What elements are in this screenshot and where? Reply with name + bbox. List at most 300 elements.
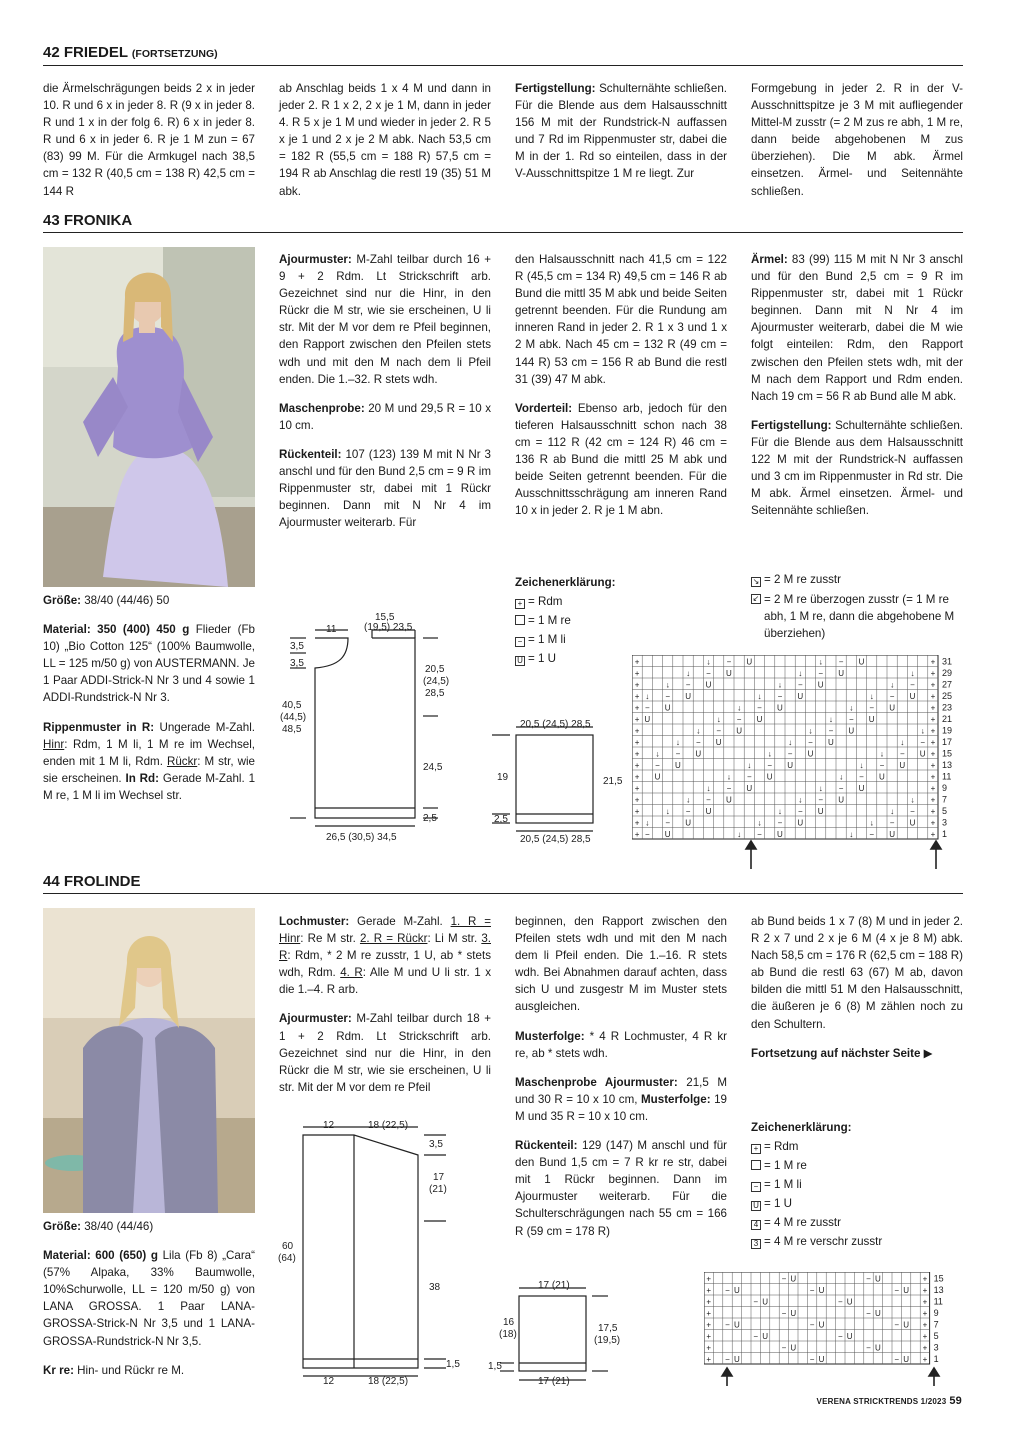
s43-legend-1: = Rdm <box>528 595 563 608</box>
section-43-title: 43 FRONIKA <box>43 212 133 229</box>
chart-symbol: ↓ <box>706 657 711 667</box>
chart-symbol: U <box>685 818 691 828</box>
chart-symbol: ↓ <box>890 680 895 690</box>
chart-symbol: ↓ <box>777 806 782 816</box>
chart-symbol: − <box>685 680 691 690</box>
rdm-symbol-icon: + <box>751 1144 761 1154</box>
s44-mprobe: 21,5 M und 30 R = 10 x 10 cm, <box>515 1075 727 1106</box>
chart-symbol: U <box>726 668 732 678</box>
s43-ruecken-label: Rückenteil: <box>279 447 342 461</box>
section-42-title: 42 FRIEDEL <box>43 44 128 61</box>
chart-symbol: − <box>781 1343 787 1353</box>
s44-schulter: ab Bund beids 1 x 7 (8) M und in jeder 2. R 2 x 7 und 2 x je 6 M (4 x je 8 M) abk. Nach 58,5 cm = 176 R (62,5 cm = 188 R) ab Bund die restl 63 (67) M ab, davon bilden die mittl 51 M den Halsausschnitt, die äußeren je 6 (8) M zählen noch zu den Schultern. <box>751 915 964 1031</box>
chart-symbol: U <box>889 829 895 839</box>
s43-rippen-label: Rippenmuster in R: <box>43 720 155 734</box>
chart-symbol: − <box>838 657 844 667</box>
section-44-title: 44 FROLINDE <box>43 873 141 890</box>
chart-symbol: − <box>665 691 671 701</box>
page-footer <box>817 1393 962 1410</box>
s44-d2-r1: 17,5 <box>598 1323 618 1334</box>
s44-d2-l3: 1,5 <box>488 1361 502 1372</box>
chart-symbol: ↓ <box>849 829 854 839</box>
chart-symbol: + <box>922 1320 928 1330</box>
s43-d2-top: 20,5 (24,5) 28,5 <box>520 719 591 730</box>
chart-symbol: − <box>866 1308 871 1318</box>
chart-symbol: − <box>757 829 762 839</box>
chart-symbol: − <box>894 1320 900 1330</box>
chart-symbol: U <box>818 1354 825 1364</box>
s42-fertig-text: Schulternähte schließen. Für die Blende aus dem Halsausschnitt 156 M mit der Rundstrick-N auffassen und 7 Rd im Rippenmuster str, dabei die M in der 1. Rd so einteilen, dass in der V-Ausschnittspitze 1 M re liegt. Zur <box>515 82 727 181</box>
chart-symbol: − <box>797 806 803 816</box>
chart-row-number: 3 <box>942 817 948 828</box>
s44-d2-bottom: 17 (21) <box>538 1376 570 1387</box>
chart-row-number: 11 <box>942 771 952 782</box>
s43-d1-top: 15,5 <box>375 612 395 623</box>
chart-symbol: − <box>695 737 701 747</box>
chart-symbol: ↓ <box>716 714 721 724</box>
purl-symbol-icon: − <box>515 637 525 647</box>
photo-fronika <box>43 247 255 587</box>
chart-symbol: + <box>922 1285 928 1295</box>
photo-frolinde <box>43 908 255 1213</box>
chart-symbol: ↓ <box>828 714 833 724</box>
chart-row-number: 31 <box>942 656 953 667</box>
s43-size-label: Größe: <box>43 594 82 607</box>
s42-text-2: ab Anschlag beids 1 x 4 M und dann in jeder 2. R 1 x 2, 2 x je 1 M, dann in jeder 4. R 5 x je 1 M und wieder in jeder 2. R 5 x je 1 und 2 x je 2 M abk. Nach 53,5 cm = 182 R (55,5 cm = 188 R) 57,5 cm = 194 R ab Anschlag die restl 19 (35) 51 M abk. <box>279 82 491 198</box>
chart-row-number: 5 <box>933 1331 939 1341</box>
chart-symbol: U <box>746 783 753 793</box>
chart-symbol: U <box>818 1285 825 1295</box>
s43-inrd-label: In Rd: <box>125 771 159 785</box>
chart-symbol: + <box>930 795 936 805</box>
chart-symbol: U <box>875 1274 881 1284</box>
s43-d1-bottom: 26,5 (30,5) 34,5 <box>326 832 397 843</box>
chart-symbol: + <box>706 1285 712 1295</box>
chart-symbol: − <box>920 737 926 747</box>
s44-loch-4: : Rdm, * 2 M re zusstr, 1 U, ab * stets wdh, Rdm. <box>279 949 491 980</box>
chart-symbol: + <box>706 1320 712 1330</box>
chart-row-number: 21 <box>942 714 953 724</box>
chart-symbol: + <box>930 737 936 747</box>
chart-symbol: ↓ <box>686 795 691 805</box>
chart-symbol: ↓ <box>655 749 660 759</box>
chart-symbol: + <box>634 760 640 770</box>
chart-symbol: ↓ <box>798 795 803 805</box>
chart-symbol: − <box>644 829 650 839</box>
chart-symbol: + <box>706 1274 712 1284</box>
chart-symbol: + <box>634 749 640 759</box>
chart-symbol: − <box>894 1285 900 1295</box>
chart-symbol: ↓ <box>777 680 782 690</box>
chart-symbol: − <box>787 749 793 759</box>
chart-symbol: − <box>809 1354 815 1364</box>
s43-col3 <box>515 251 727 531</box>
s44-legend <box>751 1118 963 1251</box>
section-42-subtitle: (FORTSETZUNG) <box>131 48 218 60</box>
chart-symbol: U <box>644 714 651 724</box>
chart-symbol: U <box>797 691 804 701</box>
chart-symbol: U <box>838 668 844 678</box>
s44-d1-bund: 1,5 <box>446 1359 460 1370</box>
chart-symbol: − <box>869 703 875 713</box>
chart-symbol: − <box>757 703 762 713</box>
s42-col4 <box>751 80 963 200</box>
chart-symbol: ↓ <box>665 680 670 690</box>
chart-symbol: U <box>909 691 916 701</box>
s43-d1-h1: 40,5 <box>282 700 302 711</box>
chart-row-number: 9 <box>942 783 948 793</box>
chart-symbol: + <box>922 1297 928 1307</box>
chart-symbol: − <box>848 714 854 724</box>
chart-symbol: − <box>675 749 681 759</box>
chart-symbol: U <box>879 772 885 782</box>
chart-symbol: U <box>817 680 824 690</box>
s43-d2-bottom: 20,5 (24,5) 28,5 <box>520 834 591 845</box>
chart-row-number: 25 <box>942 691 953 701</box>
chart-symbol: + <box>930 829 936 839</box>
chart-symbol: − <box>725 1285 730 1295</box>
s43-d1-r4: 24,5 <box>423 762 443 773</box>
chart-symbol: ↓ <box>869 691 874 701</box>
s43-ajour: M-Zahl teilbar durch 16 + 9 + 2 Rdm. Lt Strickschrift arb. Gezeichnet sind nur die Hinr, in den Rückr die M str, wie sie erscheinen, U li str. Mit der M vor dem re Pfeil beginnen, den Rapport zwischen den Pfeilen stets wdh und mit den M nach dem li Pfeil enden. Die 1.–32. R stets wdh. <box>279 253 491 386</box>
chart-symbol: + <box>922 1308 928 1318</box>
rdm-symbol-icon: + <box>515 599 525 609</box>
chart-symbol: − <box>837 1297 843 1307</box>
chart-symbol: − <box>809 1320 815 1330</box>
s44-ajour-cont: beginnen, den Rapport zwischen den Pfeilen stets wdh und mit den M nach dem li Pfeil enden. Die 1.–16. R stets wdh. Bei Abnahmen darauf achten, dass sich U und zusgestr M im Muster stets ausgleichen. <box>515 915 727 1014</box>
chart-symbol: − <box>706 795 711 805</box>
s44-col4 <box>751 913 963 1062</box>
s42-col3 <box>515 80 727 183</box>
knit-symbol-icon <box>751 1160 761 1170</box>
chart-symbol: + <box>634 726 640 736</box>
chart-symbol: U <box>858 657 865 667</box>
chart-symbol: U <box>787 760 793 770</box>
chart-symbol: U <box>736 726 742 736</box>
chart-row-number: 3 <box>933 1342 939 1353</box>
yarnover-symbol-icon: U <box>515 656 525 666</box>
s43-mprobe: 20 M und 29,5 R = 10 x 10 cm. <box>279 401 491 432</box>
k2tog-symbol-icon: ↘ <box>752 577 760 586</box>
chart-symbol: + <box>922 1331 928 1341</box>
chart-symbol: U <box>903 1354 909 1364</box>
chart-symbol: U <box>838 795 844 805</box>
chart-symbol: U <box>807 749 814 759</box>
s43-d1-r2: (24,5) <box>423 676 450 687</box>
s44-mprobe2: 19 M und 35 R = 10 x 10 cm. <box>515 1092 728 1123</box>
chart-row-number: 7 <box>942 794 948 805</box>
chart-symbol: ↓ <box>767 749 772 759</box>
chart-symbol: + <box>930 680 936 690</box>
chart-symbol: − <box>808 737 813 747</box>
chart-symbol: + <box>634 795 640 805</box>
s44-legend-title: Zeichenerklärung: <box>751 1121 852 1134</box>
s43-d1-a: 3,5 <box>290 641 304 652</box>
s44-ajour: M-Zahl teilbar durch 18 + 1 + 2 Rdm. Lt Strickschrift arb. Gezeichnet sind nur die Hinr, in den Rückr die M str, wie sie erscheinen, U li str. Mit der M vor dem re Pfeil <box>279 1012 491 1094</box>
frolinde-illustration <box>43 908 255 1213</box>
chart-row-number: 11 <box>933 1296 943 1307</box>
s43-schematic-body <box>280 608 450 848</box>
s44-krre-label: Kr re: <box>43 1363 74 1377</box>
s44-legend-6: = 4 M re verschr zusstr <box>764 1235 883 1248</box>
s43-d1-r3: 28,5 <box>425 688 445 699</box>
fronika-illustration <box>43 247 255 587</box>
s44-material: Lila (Fb 8) „Cara“ (57% Alpaka, 33% Baumwolle, 10%Schurwolle, LL = 120 m/50 g) von LANA GROSSA. 1 Paar LANA-GROSSA-Strick-N Nr 3,5 und 1 LANA-GROSSA-Rundstrick-N Nr 3,5. <box>43 1249 255 1348</box>
chart-symbol: + <box>706 1354 712 1364</box>
s43-d1-top2: (19,5) 23,5 <box>364 622 413 633</box>
s43-ajour-label: Ajourmuster: <box>279 253 352 266</box>
chart-symbol: − <box>899 749 905 759</box>
chart-symbol: − <box>777 691 783 701</box>
s44-legend-2: = 1 M re <box>764 1159 807 1172</box>
s44-col1 <box>43 1218 255 1379</box>
chart-symbol: U <box>903 1285 909 1295</box>
chart-symbol: + <box>634 703 640 713</box>
chart-symbol: + <box>922 1343 928 1353</box>
chart-symbol: U <box>766 772 773 782</box>
chart-symbol: ↓ <box>890 806 895 816</box>
chart-symbol: + <box>930 714 936 724</box>
s44-legend-3: = 1 M li <box>764 1178 802 1191</box>
chart-row-number: 15 <box>942 748 953 759</box>
s44-col3 <box>515 913 727 1240</box>
s44-loch-label: Lochmuster: <box>279 915 350 928</box>
chart-symbol: + <box>930 749 936 759</box>
chart-symbol: − <box>767 760 773 770</box>
chart-symbol: + <box>634 714 640 724</box>
chart-symbol: ↓ <box>910 795 915 805</box>
chart-symbol: ↓ <box>686 668 691 678</box>
s44-d1-r2: (21) <box>429 1184 447 1195</box>
s43-inrd: Gerade M-Zahl. 1 M re, 1 M li im Wechsel str. <box>43 771 256 802</box>
chart-symbol: U <box>654 772 661 782</box>
chart-symbol: ↓ <box>757 818 762 828</box>
s43-legend <box>515 573 727 668</box>
s43-material: Flieder (Fb 10) „Bio Cotton 125“ (100% Baumwolle, LL = 125 m/50 g) von AUSTERMANN. Je 1 Paar ADDI-Strick-N Nr 3 und 4 sowie 1 ADDI-Rundstrick-N Nr 3. <box>43 623 255 705</box>
chart-symbol: + <box>634 680 640 690</box>
chart-symbol: + <box>930 760 936 770</box>
s43-material-label: Material: 350 (400) 450 g <box>43 623 190 637</box>
chart-symbol: + <box>634 737 640 747</box>
chart-symbol: + <box>634 657 640 667</box>
chart-symbol: + <box>922 1354 928 1364</box>
chart-symbol: U <box>734 1320 740 1330</box>
chart-symbol: − <box>781 1274 787 1284</box>
chart-row-number: 13 <box>933 1285 944 1295</box>
s43-legend-5: = 2 M re zusstr <box>764 573 841 586</box>
chart-symbol: − <box>746 772 752 782</box>
chart-symbol: U <box>919 749 926 759</box>
s44-loch-r3: 3. R <box>279 932 491 963</box>
s43-halsausschnitt: den Halsausschnitt nach 41,5 cm = 122 R (45,5 cm = 134 R) 49,5 cm = 146 R ab Bund die mittl 35 M abk und beide Seiten getrennt beenden. Für die Rundung am inneren Rand in jeder 2. R 1 x 3 und 1 x 2 M abk. Nach 45 cm = 132 R (49 cm = 144 R) 53 cm = 156 R ab Bund die restl 31 (39) 47 M abk. <box>515 253 727 386</box>
s44-d1-l2: (64) <box>278 1253 296 1264</box>
chart-symbol: − <box>889 691 895 701</box>
chart-symbol: ↓ <box>747 760 752 770</box>
s43-knitting-chart <box>632 655 964 873</box>
s43-col4 <box>751 251 963 519</box>
chart-symbol: ↓ <box>818 657 823 667</box>
s42-text-4: Formgebung in jeder 2. R in der V-Ausschnittspitze je 3 M mit aufliegender Mittel-M zusstr (= 2 M zus re abh, 1 M re, dann beide abgehobenen M zus überziehen). Die M abk. Ärmel einsetzen. Ärmel- und Seitennähte schließen. <box>751 82 963 198</box>
chart-symbol: ↓ <box>859 760 864 770</box>
chart-symbol: + <box>634 806 640 816</box>
s43-legend-2: = 1 M re <box>528 614 571 627</box>
chart-symbol: − <box>726 783 732 793</box>
chart-symbol: − <box>706 668 711 678</box>
s42-text-1: die Ärmelschrägungen beids 2 x in jeder 10. R und 6 x in jeder 8. R (9 x in jeder 8. R und 1 x in der folg 6. R) 6 x in jeder 8. R und 6 x in jeder 6. R je 1 M zun = 67 (83) 99 M. Für die Armkugel nach 38,5 cm = 132 R (40,5 cm = 138 R) 42,5 cm = 144 R <box>43 82 255 198</box>
chart-symbol: U <box>909 818 916 828</box>
chart-symbol: − <box>797 680 803 690</box>
chart-symbol: ↓ <box>788 737 793 747</box>
chart-symbol: U <box>664 829 671 839</box>
s44-d1-r1: 17 <box>433 1172 445 1183</box>
chart-row-number: 9 <box>933 1308 939 1318</box>
chart-symbol: ↓ <box>665 806 670 816</box>
s43-d2-left: 19 <box>497 772 509 783</box>
chart-symbol: ↓ <box>818 783 823 793</box>
chart-symbol: + <box>922 1274 928 1284</box>
s43-col1 <box>43 592 255 804</box>
chart-symbol: − <box>889 818 895 828</box>
s43-d1-h2: (44,5) <box>280 712 307 723</box>
chart-symbol: − <box>910 806 915 816</box>
chart-row-number: 1 <box>942 829 948 839</box>
s43-schematic-sleeve <box>490 715 630 847</box>
chart-symbol: − <box>879 760 885 770</box>
s44-d1-mid: 38 <box>429 1282 441 1293</box>
s43-d1-n11: 11 <box>326 624 337 635</box>
chart-symbol: − <box>753 1297 759 1307</box>
s44-musterfolge-label: Musterfolge: <box>515 1029 585 1043</box>
chart-symbol: − <box>869 829 875 839</box>
s43-legend-title: Zeichenerklärung: <box>515 576 616 589</box>
chart-symbol: U <box>705 806 712 816</box>
s44-d1-t2: 18 (22,5) <box>368 1120 409 1131</box>
chart-symbol: U <box>734 1354 740 1364</box>
chart-symbol: + <box>930 657 936 667</box>
chart-symbol: ↓ <box>737 703 742 713</box>
magazine-name: VERENA STRICKTRENDS 1/2023 <box>816 1397 947 1406</box>
chart-symbol: − <box>725 1320 730 1330</box>
continued-link[interactable]: Fortsetzung auf nächster Seite ▶ <box>751 1046 933 1060</box>
s42-col2 <box>279 80 491 200</box>
s44-ruecken: 129 (147) M anschl und für den Bund 1,5 cm = 7 R kr re str, dabei mit 1 Rückr beginnen. Dann im Ajourmuster weiterarb. Für die Schulterschrägungen nach 55 cm = 166 R (59 cm = 178 R) <box>515 1139 727 1238</box>
s44-mprobe-label: Maschenprobe Ajourmuster: <box>515 1075 678 1089</box>
yarnover-symbol-icon: U <box>751 1201 761 1211</box>
s44-d2-l2: (18) <box>499 1329 517 1340</box>
chart-symbol: U <box>899 760 906 770</box>
chart-symbol: ↓ <box>696 726 701 736</box>
chart-symbol: − <box>866 1274 871 1284</box>
chart-symbol: ↓ <box>757 691 762 701</box>
section-43-header <box>43 212 963 233</box>
chart-symbol: + <box>930 806 936 816</box>
chart-symbol: U <box>762 1297 768 1307</box>
s44-musterfolge: * 4 R Lochmuster, 4 R kr re, ab * stets wdh. <box>515 1029 727 1060</box>
chart-symbol: U <box>762 1331 768 1341</box>
chart-symbol: U <box>903 1320 909 1330</box>
chart-symbol: U <box>715 737 722 747</box>
purl-symbol-icon: − <box>751 1182 761 1192</box>
s43-legend-6: = 2 M re überzogen zusstr (= 1 M re abh, 1 M re, dann die abgehobene M überziehen) <box>764 593 955 640</box>
s43-d1-r1: 20,5 <box>425 664 445 675</box>
s43-d2-right: 21,5 <box>603 776 623 787</box>
s44-loch-r2: 2. R = Rückr <box>359 932 428 946</box>
s43-hinr: Hinr <box>43 737 65 751</box>
s44-d1-l1: 60 <box>282 1241 294 1252</box>
s43-legend-4: = 1 U <box>528 652 557 665</box>
chart-symbol: U <box>846 1297 853 1307</box>
chart-row-number: 1 <box>933 1354 939 1364</box>
chart-symbol: − <box>818 668 824 678</box>
s43-size: 38/40 (44/46) 50 <box>81 594 170 607</box>
chart-symbol: − <box>725 1354 730 1364</box>
s44-size: 38/40 (44/46) <box>81 1220 154 1233</box>
chart-symbol: − <box>837 1331 843 1341</box>
s43-aermel-label: Ärmel: <box>751 253 788 266</box>
chart-symbol: − <box>910 680 915 690</box>
chart-symbol: U <box>817 806 824 816</box>
s44-krre: Hin- und Rückr re M. <box>73 1363 185 1377</box>
chart-symbol: U <box>848 726 855 736</box>
s42-col1 <box>43 80 255 200</box>
chart-symbol: U <box>685 691 691 701</box>
chart-symbol: + <box>706 1331 712 1341</box>
chart-symbol: U <box>828 737 834 747</box>
s44-d2-l1: 16 <box>503 1317 515 1328</box>
chart-symbol: + <box>706 1343 712 1353</box>
k4tog-symbol-icon: 4 <box>751 1220 761 1230</box>
chart-symbol: ↓ <box>675 737 680 747</box>
chart-symbol: + <box>634 668 640 678</box>
chart-symbol: + <box>634 691 640 701</box>
chart-symbol: U <box>746 657 753 667</box>
chart-symbol: − <box>726 657 732 667</box>
chart-symbol: U <box>846 1331 853 1341</box>
s42-fertig-label: Fertigstellung: <box>515 82 596 95</box>
s43-legend-b <box>751 571 963 642</box>
chart-symbol: U <box>695 749 702 759</box>
s43-rippen-1: Ungerade M-Zahl. <box>154 720 255 734</box>
chart-symbol: − <box>866 1343 871 1353</box>
chart-symbol: U <box>875 1308 881 1318</box>
chart-symbol: + <box>930 691 936 701</box>
s43-rueckr: Rückr <box>166 754 198 768</box>
s44-loch-2: : Re M str. <box>300 932 360 946</box>
chart-symbol: ↓ <box>706 783 711 793</box>
chart-symbol: + <box>930 818 936 828</box>
chart-symbol: + <box>930 772 936 782</box>
chart-row-number: 17 <box>942 737 953 747</box>
chart-row-number: 19 <box>942 725 953 736</box>
s44-d1-b1: 12 <box>323 1376 335 1387</box>
s44-d2-top: 17 (21) <box>538 1280 570 1291</box>
chart-symbol: + <box>634 818 640 828</box>
chart-symbol: ↓ <box>849 703 854 713</box>
chart-symbol: − <box>655 760 660 770</box>
chart-symbol: − <box>736 714 742 724</box>
s43-fertig: Schulternähte schließen. Für die Blende aus dem Halsausschnitt 122 M mit der Rundstrick-N auffassen und 3 cm im Rippenmuster in Rd str. Die M abk. Ärmel einsetzen. Ärmel- und Seitennähte schließen. <box>751 418 963 518</box>
chart-symbol: ↓ <box>839 772 844 782</box>
section-44-header <box>43 873 963 894</box>
ssk-symbol-icon: ↙ <box>752 594 760 603</box>
chart-symbol: + <box>930 783 936 793</box>
chart-symbol: + <box>634 829 640 839</box>
s43-fertig-label: Fertigstellung: <box>751 418 832 432</box>
s44-d1-a: 3,5 <box>429 1139 443 1150</box>
s44-schematic-body <box>278 1113 468 1388</box>
s44-ajour-label: Ajourmuster: <box>279 1012 352 1026</box>
chart-symbol: − <box>665 818 671 828</box>
